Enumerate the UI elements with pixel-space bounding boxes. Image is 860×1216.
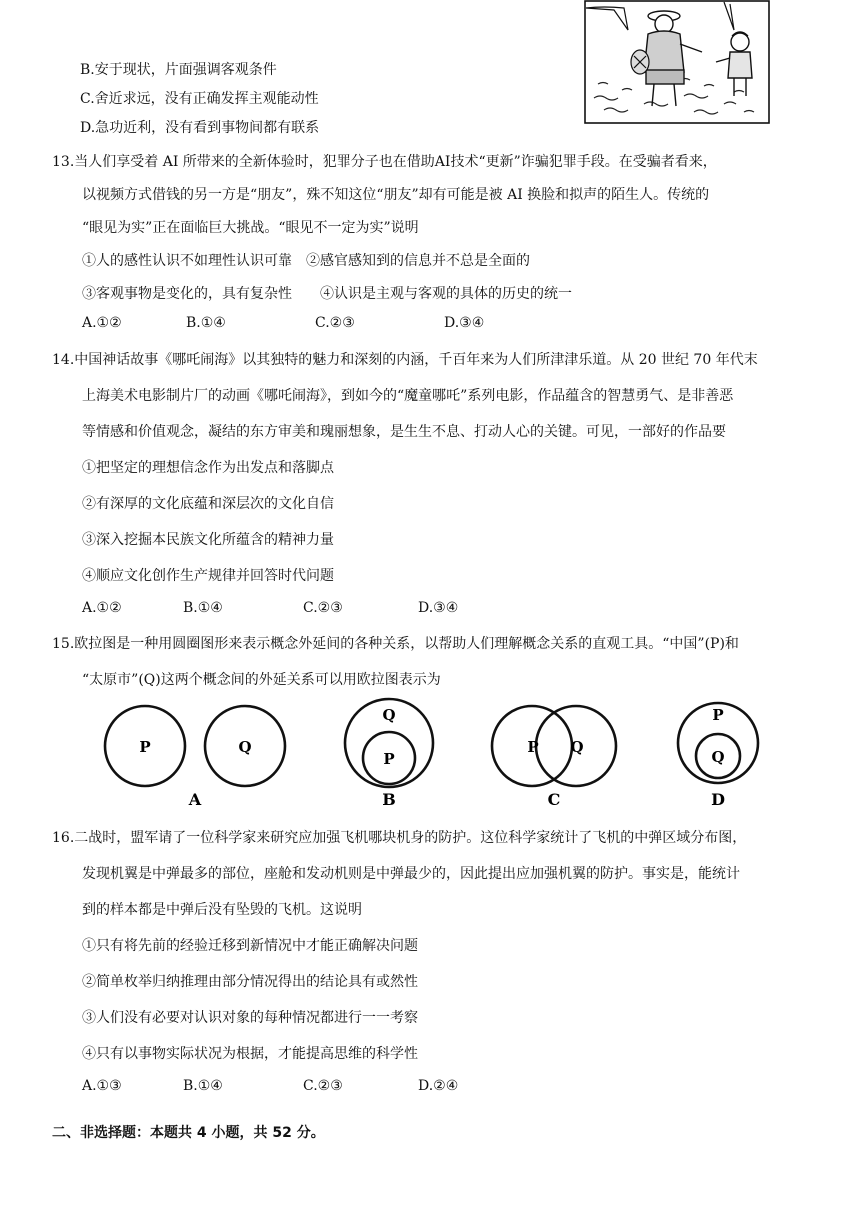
q16-item: ②简单枚举归纳推理由部分情况得出的结论具有或然性	[82, 974, 418, 990]
euler-option-a	[105, 706, 285, 809]
q13-choice-a: A.①②	[82, 315, 122, 331]
cartoon-illustration	[584, 0, 770, 124]
q12-option-b: B.安于现状，片面强调客观条件	[80, 62, 277, 78]
q16-stem-line: 到的样本都是中弹后没有坠毁的飞机。这说明	[82, 902, 362, 918]
euler-a-p: P	[139, 738, 151, 756]
q15-stem-line: 15.欧拉图是一种用圆圈图形来表示概念外延间的各种关系，以帮助人们理解概念关系的直观工具。“中国”(P)和	[52, 636, 739, 652]
q12-option-d: D.急功近利，没有看到事物间都有联系	[80, 120, 320, 136]
q13-choice-c: C.②③	[315, 315, 355, 331]
euler-diagrams	[100, 696, 760, 812]
q16-item: ④只有以事物实际状况为根据，才能提高思维的科学性	[82, 1046, 418, 1062]
euler-d-p: P	[712, 706, 724, 724]
q16-choice-c: C.②③	[303, 1078, 343, 1094]
q13-item: ①人的感性认识不如理性认识可靠 ②感官感知到的信息并不总是全面的	[82, 253, 530, 269]
q14-item: ③深入挖掘本民族文化所蕴含的精神力量	[82, 532, 334, 548]
euler-option-d	[678, 703, 758, 809]
euler-option-b	[345, 699, 433, 809]
q16-stem-line: 16.二战时，盟军请了一位科学家来研究应加强飞机哪块机身的防护。这位科学家统计了飞机的中弹区域分布图，	[52, 830, 747, 846]
q16-choice-a: A.①③	[82, 1078, 122, 1094]
q16-stem-line: 发现机翼是中弹最多的部位，座舱和发动机则是中弹最少的，因此提出应加强机翼的防护。事实是，能统计	[82, 866, 740, 882]
euler-c-p: P	[527, 738, 539, 756]
q14-choice-d: D.③④	[418, 600, 459, 616]
euler-d-label: D	[711, 790, 725, 809]
q14-stem-line: 上海美术电影制片厂的动画《哪吒闹海》，到如今的“魔童哪吒”系列电影，作品蕴含的智慧勇气、是非善恶	[82, 388, 734, 404]
euler-b-label: B	[382, 790, 396, 809]
q14-item: ④顺应文化创作生产规律并回答时代问题	[82, 568, 334, 584]
q16-item: ③人们没有必要对认识对象的每种情况都进行一一考察	[82, 1010, 418, 1026]
q16-choice-d: D.②④	[418, 1078, 459, 1094]
section-heading: 二、非选择题：本题共 4 小题，共 52 分。	[52, 1125, 325, 1141]
euler-b-p: P	[383, 750, 395, 768]
euler-option-c	[492, 706, 616, 809]
q14-item: ②有深厚的文化底蕴和深层次的文化自信	[82, 496, 334, 512]
q13-stem-line: “眼见为实”正在面临巨大挑战。“眼见不一定为实”说明	[82, 220, 419, 236]
q13-stem-line: 以视频方式借钱的另一方是“朋友”，殊不知这位“朋友”却有可能是被 AI 换脸和拟声的陌生人。传统的	[82, 187, 710, 203]
q13-choice-d: D.③④	[444, 315, 485, 331]
q15-stem-line: “太原市”(Q)这两个概念间的外延关系可以用欧拉图表示为	[82, 672, 441, 688]
euler-a-q: Q	[238, 738, 252, 756]
euler-c-q: Q	[570, 738, 584, 756]
q14-choice-b: B.①④	[183, 600, 223, 616]
q14-stem-line: 等情感和价值观念，凝结的东方审美和瑰丽想象，是生生不息、打动人心的关键。可见，一部好的作品要	[82, 424, 726, 440]
q14-item: ①把坚定的理想信念作为出发点和落脚点	[82, 460, 334, 476]
q14-choice-a: A.①②	[82, 600, 122, 616]
q13-stem-line: 13.当人们享受着 AI 所带来的全新体验时，犯罪分子也在借助AI技术“更新”诈骗犯罪手段。在受骗者看来，	[52, 154, 717, 170]
euler-b-q: Q	[382, 706, 396, 724]
q14-choice-c: C.②③	[303, 600, 343, 616]
euler-a-label: A	[188, 790, 202, 809]
q14-stem-line: 14.中国神话故事《哪吒闹海》以其独特的魅力和深刻的内涵，千百年来为人们所津津乐道。从 20 世纪 70 年代末	[52, 352, 758, 368]
q16-choice-b: B.①④	[183, 1078, 223, 1094]
euler-d-q: Q	[711, 748, 725, 766]
q13-choice-b: B.①④	[186, 315, 226, 331]
q12-option-c: C.舍近求远，没有正确发挥主观能动性	[80, 91, 319, 107]
euler-c-label: C	[547, 790, 561, 809]
q16-item: ①只有将先前的经验迁移到新情况中才能正确解决问题	[82, 938, 418, 954]
q13-item: ③客观事物是变化的，具有复杂性 ④认识是主观与客观的具体的历史的统一	[82, 286, 572, 302]
